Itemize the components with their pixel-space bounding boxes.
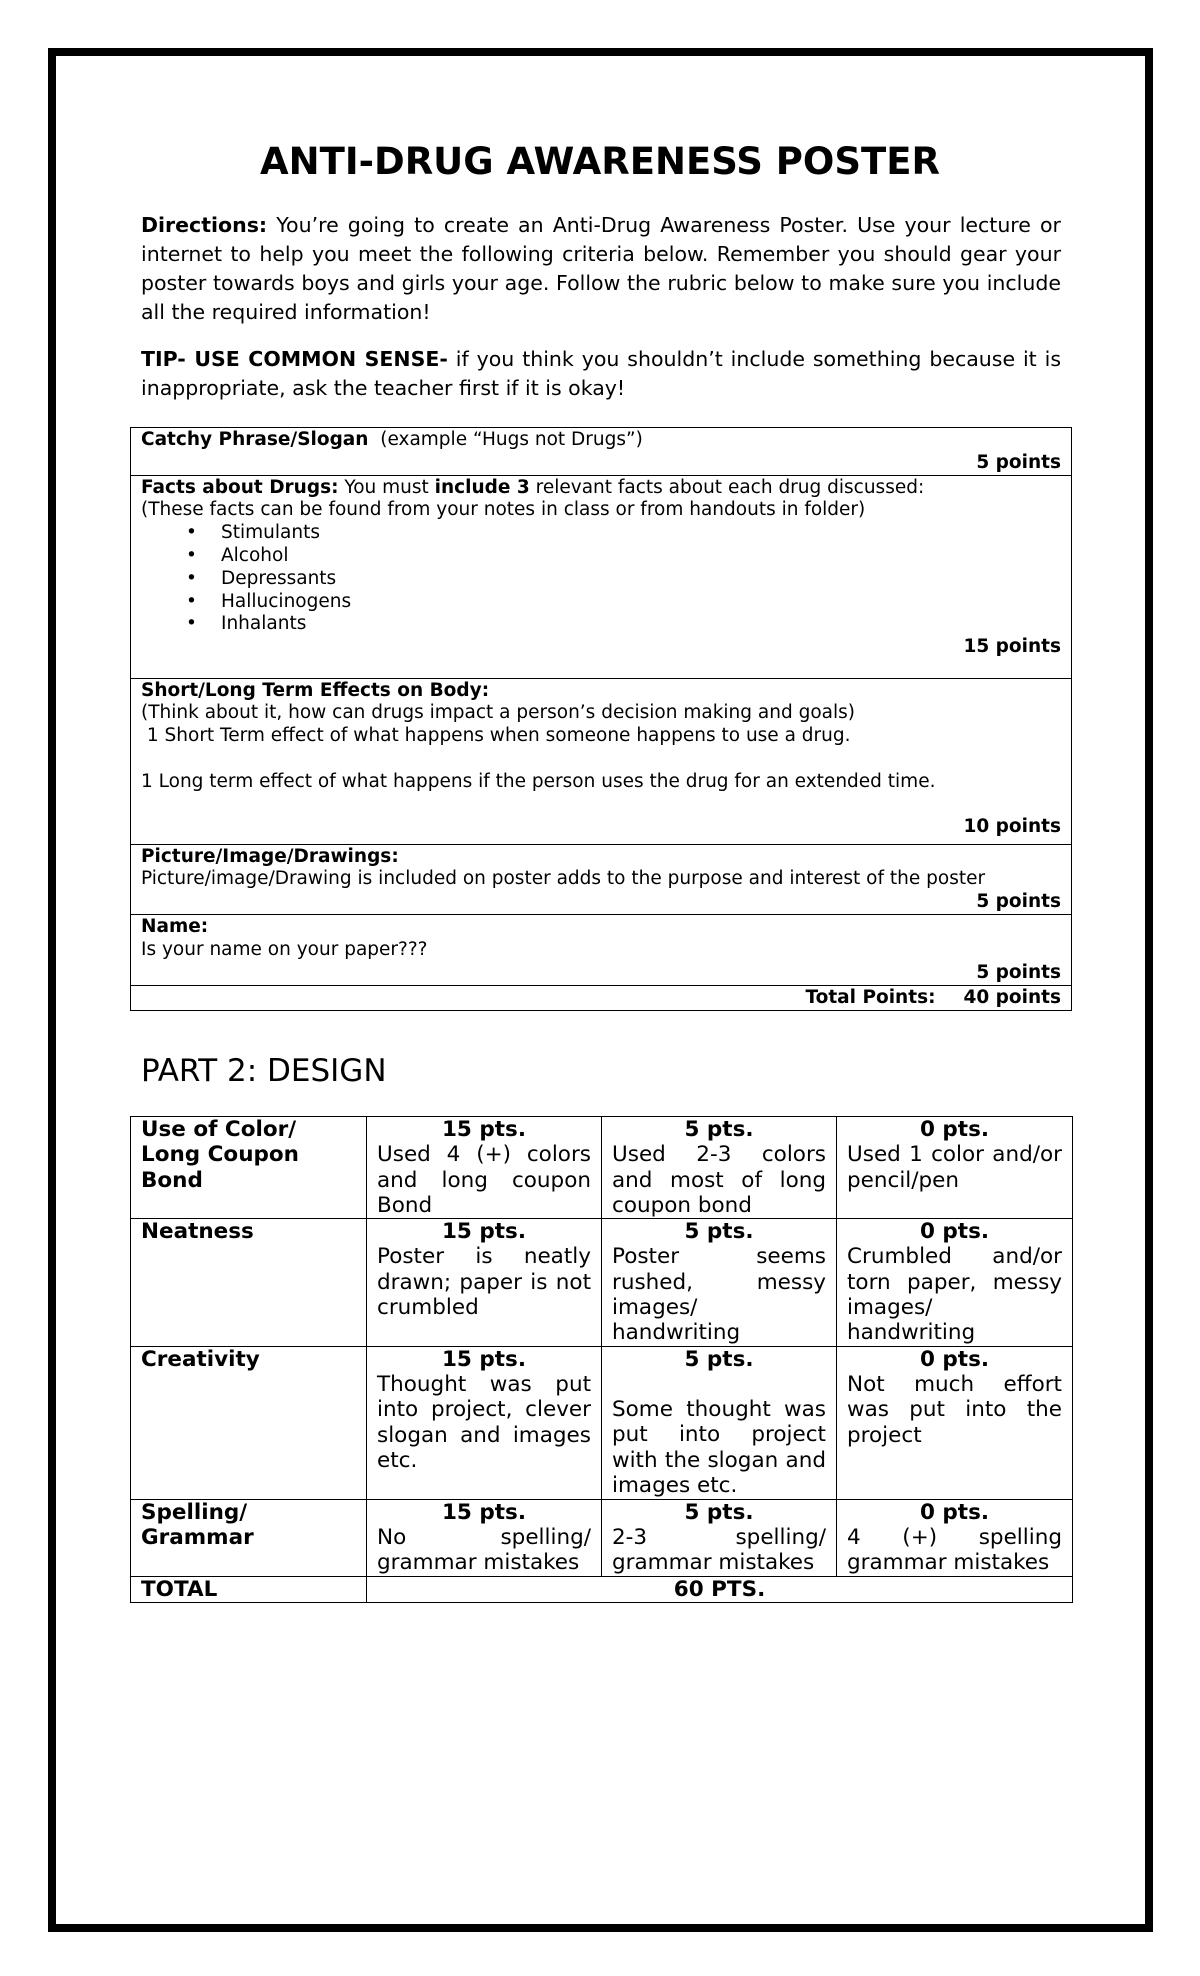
score-points: 0 pts.: [919, 1346, 990, 1372]
name-points: 5 points: [976, 961, 1061, 983]
criterion-cell: Neatness: [131, 1219, 367, 1346]
score-points: 0 pts.: [919, 1219, 990, 1245]
score-description: 2-3 spelling/ grammar mistakes: [612, 1524, 826, 1576]
list-item: • Hallucinogens: [186, 591, 1061, 614]
directions-paragraph: [141, 211, 1061, 327]
table-row: [131, 844, 1072, 914]
score-cell: [602, 1346, 837, 1499]
score-points: 5 pts.: [684, 1346, 754, 1372]
score-description: Poster is neatly drawn; paper is not crumbled: [377, 1244, 591, 1321]
tip-paragraph: [141, 345, 1061, 403]
long-term-text: 1 Long term effect of what happens if the person uses the drug for an extended time.: [141, 770, 936, 792]
score-description: Some thought was put into project with the slogan and images etc.: [612, 1396, 826, 1498]
score-description: Not much effort was put into the project: [847, 1371, 1062, 1448]
score-cell: [837, 1346, 1073, 1499]
score-cell: [837, 1219, 1073, 1346]
score-description: Used 4 (+) colors and long coupon Bond: [377, 1142, 591, 1218]
score-description: Thought was put into project, clever slogan and images etc.: [377, 1371, 591, 1473]
picture-text: Picture/image/Drawing is included on poster adds to the purpose and interest of the poster: [141, 868, 986, 890]
table-row: [131, 1499, 1073, 1576]
score-points: 15 pts.: [441, 1346, 527, 1372]
score-points: 15 pts.: [441, 1499, 527, 1525]
total-value: 60 PTS.: [367, 1576, 1073, 1602]
total-row: [131, 1576, 1073, 1602]
total-label: Total Points:: [805, 986, 936, 1008]
picture-points: 5 points: [976, 891, 1061, 913]
score-cell: [837, 1499, 1073, 1576]
score-description: Crumbled and/or torn paper, messy images/ handwriting: [847, 1244, 1062, 1346]
score-description: Used 1 color and/or pencil/pen: [847, 1142, 1062, 1193]
list-item: • Alcohol: [186, 545, 1061, 568]
criterion-cell: Spelling/ Grammar: [131, 1499, 367, 1576]
facts-text: You must: [338, 476, 435, 498]
criterion-cell: Use of Color/ Long Coupon Bond: [131, 1117, 367, 1219]
table-row: [131, 1219, 1073, 1346]
score-cell: [602, 1499, 837, 1576]
effects-label: Short/Long Term Effects on Body:: [141, 679, 490, 701]
total-label: TOTAL: [131, 1576, 367, 1602]
list-item: • Stimulants: [186, 522, 1061, 545]
short-term-text: 1 Short Term effect of what happens when someone happens to use a drug.: [141, 725, 851, 747]
list-item: • Inhalants: [186, 613, 1061, 636]
facts-points: 15 points: [963, 636, 1061, 658]
score-points: 0 pts.: [919, 1117, 990, 1142]
effects-points: 10 points: [963, 816, 1061, 838]
score-cell: [367, 1117, 602, 1219]
table-row: [131, 678, 1072, 844]
facts-label: Facts about Drugs:: [141, 476, 339, 498]
drug-list: [141, 522, 1061, 636]
score-cell: [602, 1117, 837, 1219]
slogan-points: 5 points: [976, 451, 1061, 473]
score-description: Used 2-3 colors and most of long coupon bond: [612, 1142, 826, 1218]
list-item: • Depressants: [186, 568, 1061, 591]
score-description: Poster seems rushed, messy images/ handwriting: [612, 1244, 826, 1346]
score-cell: [837, 1117, 1073, 1219]
score-points: 5 pts.: [684, 1117, 754, 1142]
score-description: 4 (+) spelling grammar mistakes: [847, 1524, 1062, 1576]
table-row: [131, 1346, 1073, 1499]
total-row: [131, 985, 1072, 1010]
score-cell: [367, 1219, 602, 1346]
table-row: [131, 914, 1072, 985]
facts-bold: include 3: [434, 476, 530, 498]
name-text: Is your name on your paper???: [141, 938, 428, 960]
score-cell: [602, 1219, 837, 1346]
total-value: 40 points: [963, 986, 1061, 1008]
tip-text: if you think you shouldn’t include something because it is inappropriate, ask the teacher first if it is okay!: [141, 347, 1062, 400]
score-points: 15 pts.: [441, 1117, 527, 1142]
facts-note: (These facts can be found from your notes in class or from handouts in folder): [141, 499, 866, 521]
score-cell: [367, 1346, 602, 1499]
score-description: No spelling/ grammar mistakes: [377, 1524, 591, 1576]
criteria-table: [130, 427, 1072, 1011]
name-label: Name:: [141, 915, 209, 937]
directions-text: You’re going to create an Anti-Drug Awareness Poster. Use your lecture or internet to help you meet the following criteria below. Remember you should gear your poster towards boys and girls your age. Follow the rubric below to make sure you include all the required information!: [141, 213, 1061, 324]
facts-text: relevant facts about each drug discussed:: [529, 476, 925, 498]
score-points: 15 pts.: [441, 1219, 527, 1245]
tip-label: TIP- USE COMMON SENSE-: [141, 347, 448, 371]
score-points: 5 pts.: [684, 1499, 754, 1525]
effects-note: (Think about it, how can drugs impact a person’s decision making and goals): [141, 702, 855, 724]
score-cell: [367, 1499, 602, 1576]
design-rubric-table: [130, 1116, 1073, 1603]
table-row: [131, 1117, 1073, 1219]
part2-heading: PART 2: DESIGN: [141, 1053, 387, 1089]
slogan-label: Catchy Phrase/Slogan: [141, 429, 369, 450]
score-points: 5 pts.: [684, 1219, 754, 1245]
page-title: ANTI-DRUG AWARENESS POSTER: [260, 140, 940, 183]
score-points: 0 pts.: [919, 1499, 990, 1525]
directions-label: Directions:: [141, 213, 268, 237]
slogan-text: (example “Hugs not Drugs”): [368, 429, 643, 450]
table-row: [131, 475, 1072, 678]
table-row: [131, 428, 1072, 476]
picture-label: Picture/Image/Drawings:: [141, 845, 399, 867]
criterion-cell: Creativity: [131, 1346, 367, 1499]
